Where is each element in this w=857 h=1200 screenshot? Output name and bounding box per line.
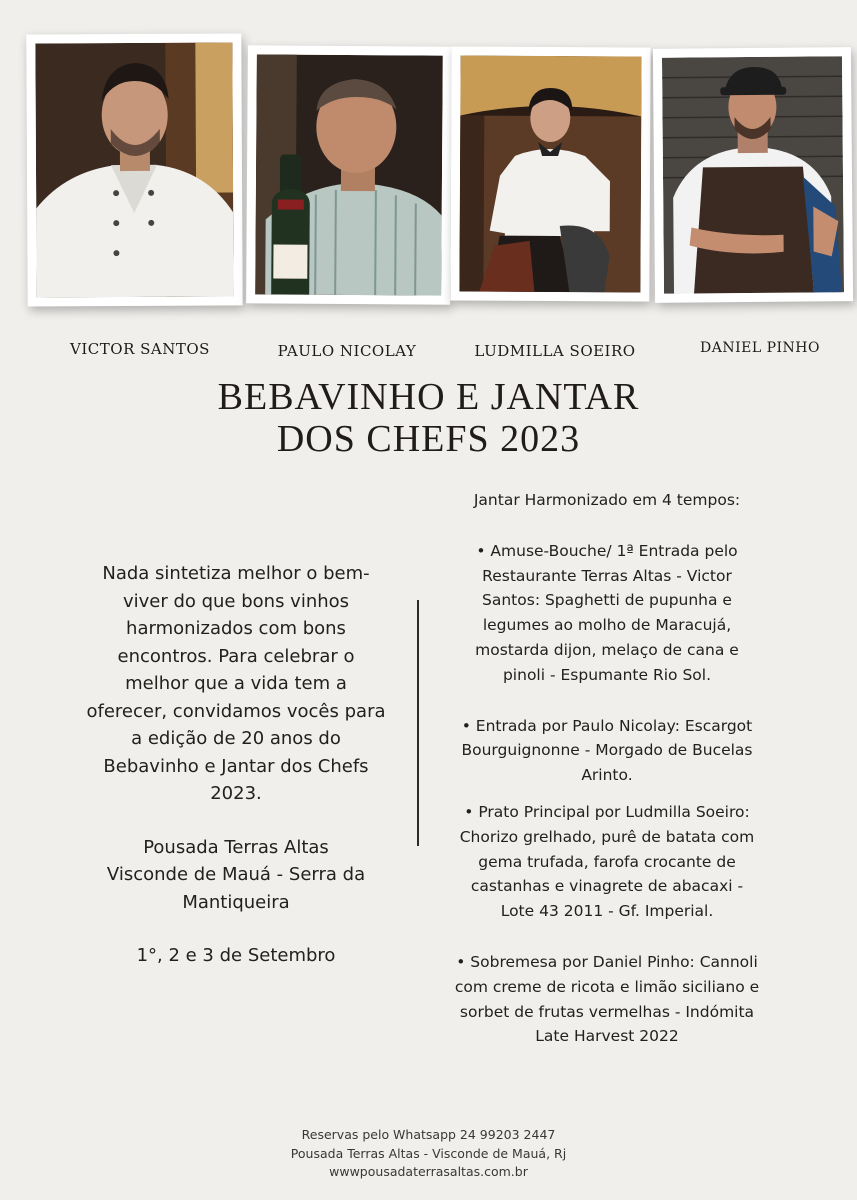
footer-address: Pousada Terras Altas - Visconde de Mauá, Rj <box>290 1145 567 1161</box>
chef-name-daniel-pinho: DANIEL PINHO <box>700 340 820 356</box>
menu-block <box>454 488 760 1049</box>
photo-paulo-nicolay <box>246 45 452 304</box>
footer <box>0 1126 857 1182</box>
menu-course-2: • Entrada por Paulo Nicolay: Escargot Bourguignonne - Morgado de Bucelas Arinto. <box>461 716 753 785</box>
footer-reservas: Reservas pelo Whatsapp 24 99203 2447 <box>301 1127 556 1142</box>
photo-daniel-pinho <box>653 47 853 303</box>
location-line1: Pousada Terras Altas <box>143 836 329 858</box>
photo-victor-santos <box>26 33 242 306</box>
location-line2: Visconde de Mauá - Serra da Mantiqueira <box>106 864 366 913</box>
portrait-victor-santos <box>35 42 233 297</box>
chef-name-paulo-nicolay: PAULO NICOLAY <box>277 342 417 360</box>
portrait-daniel-pinho <box>662 56 844 294</box>
chef-name-ludmilla-soeiro: LUDMILLA SOEIRO <box>474 342 636 360</box>
event-title-line2: DOS CHEFS 2023 <box>276 418 581 460</box>
chef-name-victor-santos: VICTOR SANTOS <box>70 340 210 358</box>
event-location <box>86 834 386 917</box>
menu-course-4: • Sobremesa por Daniel Pinho: Cannoli com creme de ricota e limão siciliano e sorbet de frutas vermelhas - Indómita Late Harvest 2022 <box>454 952 760 1046</box>
portrait-ludmilla-soeiro <box>459 56 641 293</box>
event-title-line1: BEBAVINHO E JANTAR <box>217 376 640 418</box>
portrait-paulo-nicolay <box>255 54 443 295</box>
menu-course-3: • Prato Principal por Ludmilla Soeiro: Chorizo grelhado, purê de batata com gema trufada, farofa crocante de castanhas e vinagrete de abacaxi - Lote 43 2011 - Gf. Imperial. <box>459 802 755 921</box>
intro-block <box>86 560 386 996</box>
menu-course-1: • Amuse-Bouche/ 1ª Entrada pelo Restaurante Terras Altas - Victor Santos: Spaghetti de pupunha e legumes ao molho de Maracujá, mostarda dijon, melaço de cana e pinoli - Espumante Rio Sol. <box>475 541 739 684</box>
event-title <box>0 376 857 460</box>
vertical-divider <box>417 600 419 846</box>
menu-heading: Jantar Harmonizado em 4 tempos: <box>473 491 741 509</box>
event-dates: 1°, 2 e 3 de Setembro <box>136 945 336 966</box>
photo-ludmilla-soeiro <box>450 46 650 301</box>
intro-paragraph: Nada sintetiza melhor o bem-viver do que bons vinhos harmonizados com bons encontros. Para celebrar o melhor que a vida tem a oferecer, convidamos vocês para a edição de 20 anos do Bebavinho e Jantar dos Chefs 2023. <box>86 563 386 804</box>
footer-website: wwwpousadaterrasaltas.com.br <box>329 1164 528 1179</box>
